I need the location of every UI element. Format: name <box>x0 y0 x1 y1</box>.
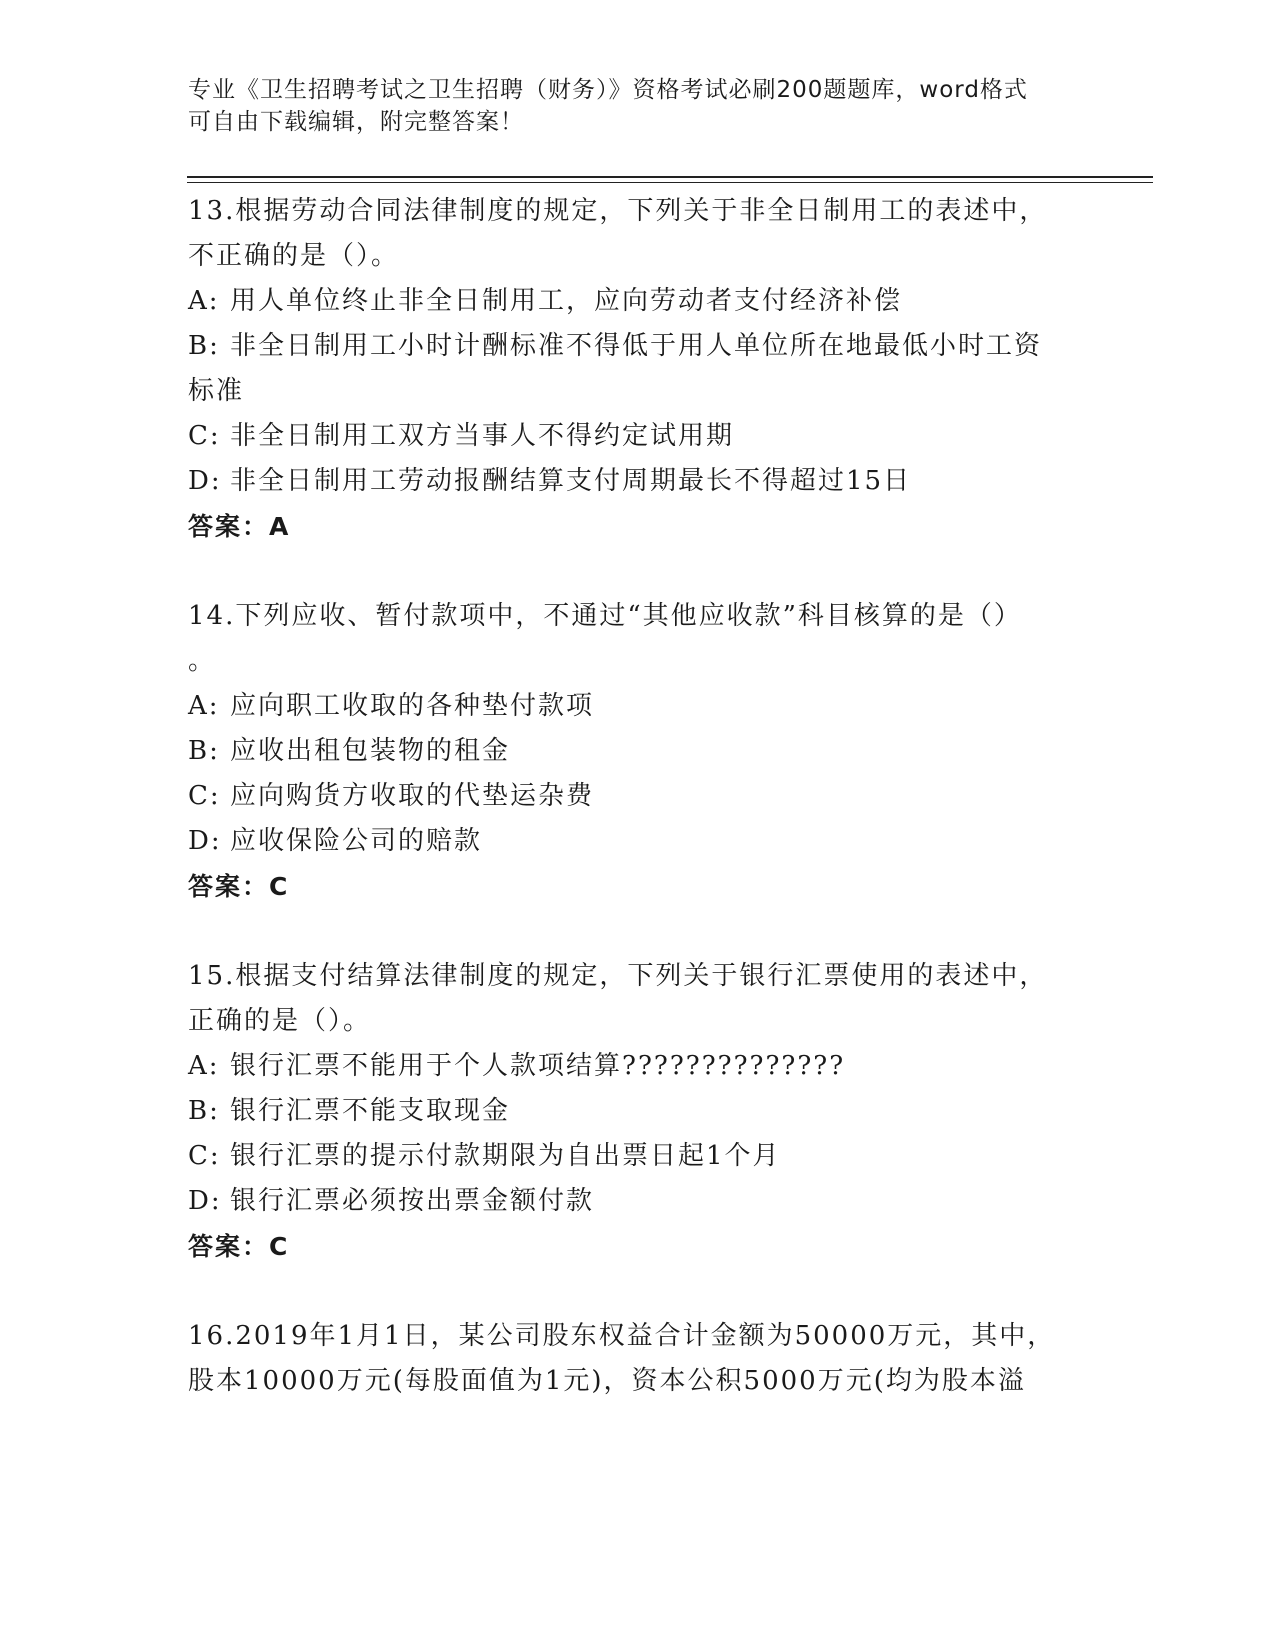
question-14-option-c <box>188 774 1068 819</box>
option-label: C: <box>188 781 221 811</box>
question-15-stem-line-2: 正确的是（）。 <box>188 1006 372 1036</box>
header-divider-thin <box>187 182 1153 183</box>
option-label: C: <box>188 1141 221 1171</box>
option-label: A: <box>188 691 220 721</box>
question-13-stem-line-2: 不正确的是（）。 <box>188 241 400 271</box>
question-16 <box>188 1314 1068 1404</box>
option-label: C: <box>188 421 221 451</box>
question-14-stem-line-1: 14.下列应收、暂付款项中，不通过“其他应收款”科目核算的是（） <box>188 601 1022 631</box>
question-13-answer: 答案：A <box>188 512 291 541</box>
question-spacer <box>188 909 1068 954</box>
option-text: 非全日制用工小时计酬标准不得低于用人单位所在地最低小时工资 <box>230 331 1043 361</box>
question-13-option-b <box>188 324 1068 369</box>
question-14-stem-line-2: 。 <box>188 646 217 676</box>
option-label: B: <box>188 331 220 361</box>
option-text: 银行汇票不能用于个人款项结算?????????????? <box>230 1051 846 1081</box>
option-text: 银行汇票必须按出票金额付款 <box>230 1186 595 1216</box>
question-spacer <box>188 1269 1068 1314</box>
question-16-stem-line-2: 股本10000万元(每股面值为1元)，资本公积5000万元(均为股本溢 <box>188 1366 1026 1396</box>
question-14-option-d <box>188 819 1068 864</box>
option-label: D: <box>188 1186 222 1216</box>
option-label: B: <box>188 736 220 766</box>
question-13-option-c <box>188 414 1068 459</box>
option-label: D: <box>188 826 222 856</box>
question-spacer <box>188 549 1068 594</box>
option-label: D: <box>188 466 222 496</box>
option-label: A: <box>188 286 220 316</box>
option-text: 应向购货方收取的代垫运杂费 <box>230 781 595 811</box>
question-15-option-c <box>188 1134 1068 1179</box>
question-13-option-d <box>188 459 1068 504</box>
option-text: 应向职工收取的各种垫付款项 <box>230 691 595 721</box>
header-line-2: 可自由下载编辑，附完整答案！ <box>188 109 524 135</box>
question-15 <box>188 954 1068 1269</box>
option-text: 非全日制用工劳动报酬结算支付周期最长不得超过15日 <box>230 466 912 496</box>
question-13-stem-line-1: 13.根据劳动合同法律制度的规定，下列关于非全日制用工的表述中， <box>188 196 1048 226</box>
question-15-option-d <box>188 1179 1068 1224</box>
option-text: 非全日制用工双方当事人不得约定试用期 <box>230 421 735 451</box>
option-text: 用人单位终止非全日制用工，应向劳动者支付经济补偿 <box>230 286 903 316</box>
question-14-option-a <box>188 684 1068 729</box>
question-13 <box>188 189 1068 549</box>
question-14 <box>188 594 1068 909</box>
question-15-option-a <box>188 1044 1068 1089</box>
question-13-option-a <box>188 279 1068 324</box>
option-text: 应收出租包装物的租金 <box>230 736 511 766</box>
question-list <box>188 189 1068 1404</box>
document-header <box>188 74 1068 138</box>
header-divider-thick <box>187 176 1153 178</box>
option-text: 银行汇票不能支取现金 <box>230 1096 511 1126</box>
option-label: B: <box>188 1096 220 1126</box>
question-15-stem-line-1: 15.根据支付结算法律制度的规定，下列关于银行汇票使用的表述中， <box>188 961 1048 991</box>
question-14-option-b <box>188 729 1068 774</box>
header-line-1: 专业《卫生招聘考试之卫生招聘（财务）》资格考试必刷200题题库，word格式 <box>188 77 1028 103</box>
question-14-answer: 答案：C <box>188 872 290 901</box>
option-text: 银行汇票的提示付款期限为自出票日起1个月 <box>230 1141 781 1171</box>
question-15-option-b <box>188 1089 1068 1134</box>
question-13-option-b-continued: 标准 <box>188 376 245 406</box>
question-15-answer: 答案：C <box>188 1232 290 1261</box>
question-16-stem-line-1: 16.2019年1月1日，某公司股东权益合计金额为50000万元，其中， <box>188 1321 1056 1351</box>
option-label: A: <box>188 1051 220 1081</box>
option-text: 应收保险公司的赔款 <box>230 826 483 856</box>
